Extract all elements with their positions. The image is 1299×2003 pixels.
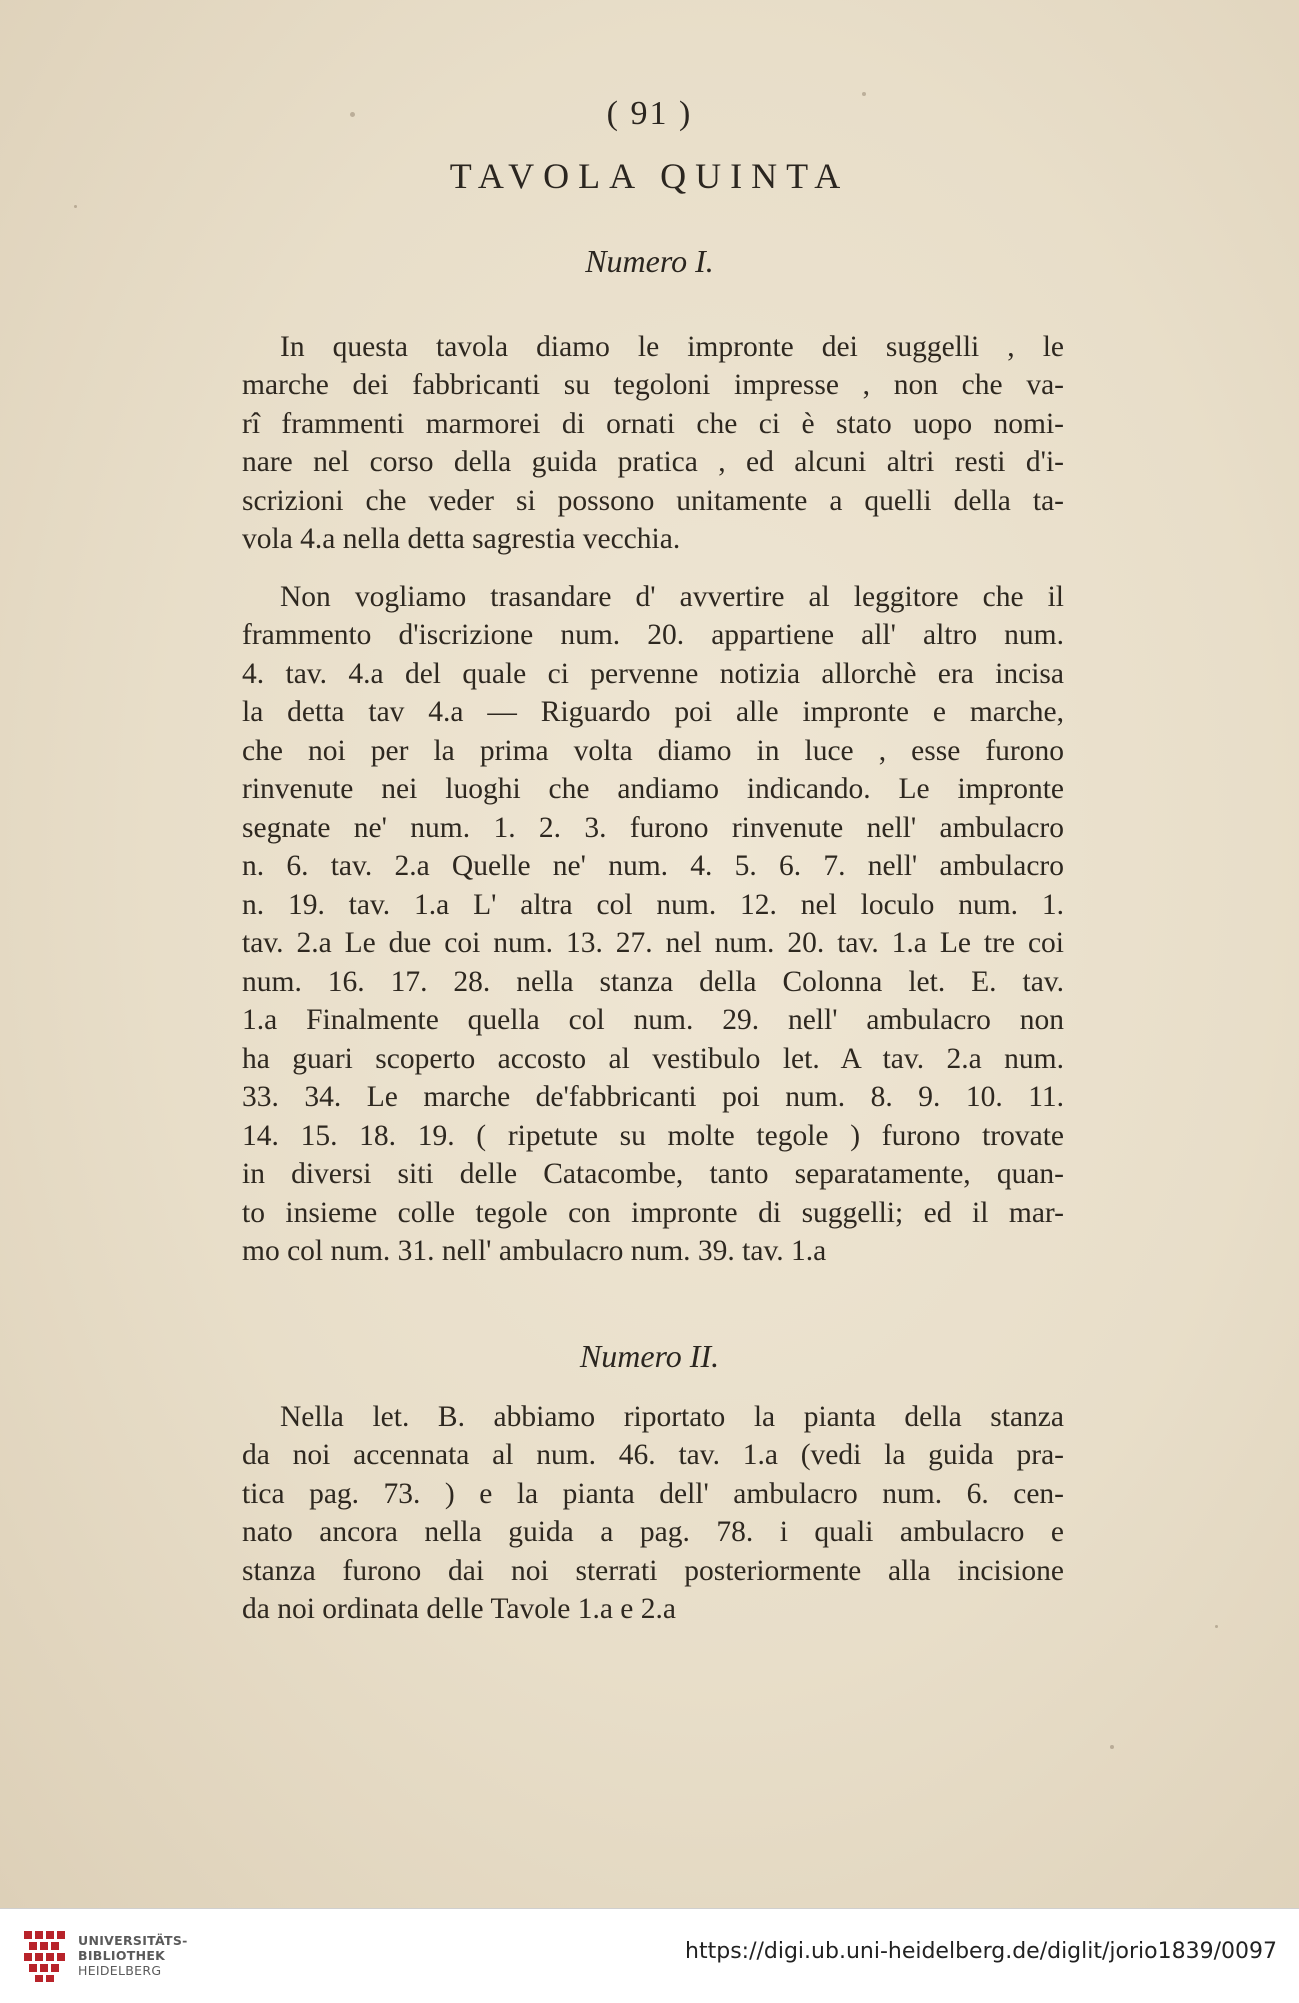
text-line: scrizioni che veder si possono unitamente a quelli della ta-: [242, 485, 1064, 517]
text-line: nato ancora nella guida a pag. 78. i quali ambulacro e: [242, 1516, 1064, 1548]
section-heading: Numero II.: [579, 1338, 720, 1374]
text-line: tica pag. 73. ) e la pianta dell' ambulacro num. 6. cen-: [242, 1478, 1064, 1510]
text-line: frammento d'iscrizione num. 20. appartiene all' altro num.: [242, 619, 1064, 651]
text-line: nare nel corso della guida pratica , ed alcuni altri resti d'i-: [242, 446, 1064, 478]
page-number: ( 91 ): [606, 95, 693, 132]
library-logo[interactable]: [78, 1933, 188, 1978]
viewer-footer: [0, 1908, 1299, 2003]
text-line: 33. 34. Le marche de'fabbricanti poi num. 8. 9. 10. 11.: [242, 1081, 1064, 1113]
university-seal-icon: [22, 1929, 68, 1983]
library-name-line: BIBLIOTHEK: [78, 1948, 166, 1963]
text-line: rî frammenti marmorei di ornati che ci è stato uopo nomi-: [242, 408, 1064, 440]
text-line: ha guari scoperto accosto al vestibulo let. A tav. 2.a num.: [242, 1043, 1064, 1075]
text-line: marche dei fabbricanti su tegoloni impresse , non che va-: [242, 369, 1064, 401]
plate-title: TAVOLA QUINTA: [449, 156, 850, 196]
text-line: In questa tavola diamo le impronte dei suggelli , le: [280, 331, 1064, 363]
text-line: Nella let. B. abbiamo riportato la pianta della stanza: [280, 1401, 1064, 1433]
text-line: tav. 2.a Le due coi num. 13. 27. nel num. 20. tav. 1.a Le tre coi: [242, 927, 1064, 959]
text-line: Non vogliamo trasandare d' avvertire al leggitore che il: [280, 581, 1064, 613]
text-line: stanza furono dai noi sterrati posteriormente alla incisione: [242, 1555, 1064, 1587]
text-line: da noi accennata al num. 46. tav. 1.a (vedi la guida pra-: [242, 1439, 1064, 1471]
paper-speck: [1215, 1625, 1218, 1628]
section-heading: Numero I.: [585, 243, 714, 279]
paper-speck: [1110, 1745, 1114, 1749]
text-line: in diversi siti delle Catacombe, tanto separatamente, quan-: [242, 1158, 1064, 1190]
paper-speck: [74, 205, 77, 208]
permalink-url[interactable]: https://digi.ub.uni-heidelberg.de/diglit/jorio1839/0097: [685, 1939, 1277, 1964]
text-line: n. 6. tav. 2.a Quelle ne' num. 4. 5. 6. 7. nell' ambulacro: [242, 850, 1064, 882]
text-line: la detta tav 4.a — Riguardo poi alle impronte e marche,: [242, 696, 1064, 728]
text-line: rinvenute nei luoghi che andiamo indicando. Le impronte: [242, 773, 1064, 805]
text-line: 4. tav. 4.a del quale ci pervenne notizia allorchè era incisa: [242, 658, 1064, 690]
text-line: n. 19. tav. 1.a L' altra col num. 12. nel loculo num. 1.: [242, 889, 1064, 921]
text-line: 1.a Finalmente quella col num. 29. nell' ambulacro non: [242, 1004, 1064, 1036]
text-line: segnate ne' num. 1. 2. 3. furono rinvenute nell' ambulacro: [242, 812, 1064, 844]
text-line: 14. 15. 18. 19. ( ripetute su molte tegole ) furono trovate: [242, 1120, 1064, 1152]
library-name-line: HEIDELBERG: [78, 1963, 162, 1978]
text-line: num. 16. 17. 28. nella stanza della Colonna let. E. tav.: [242, 966, 1064, 998]
text-line: che noi per la prima volta diamo in luce , esse furono: [242, 735, 1064, 767]
text-line: vola 4.a nella detta sagrestia vecchia.: [242, 523, 681, 555]
text-line: to insieme colle tegole con impronte di suggelli; ed il mar-: [242, 1197, 1064, 1229]
text-line: mo col num. 31. nell' ambulacro num. 39. tav. 1.a: [242, 1235, 827, 1267]
library-name-line: UNIVERSITÄTS-: [78, 1933, 188, 1948]
text-line: da noi ordinata delle Tavole 1.a e 2.a: [242, 1593, 676, 1625]
